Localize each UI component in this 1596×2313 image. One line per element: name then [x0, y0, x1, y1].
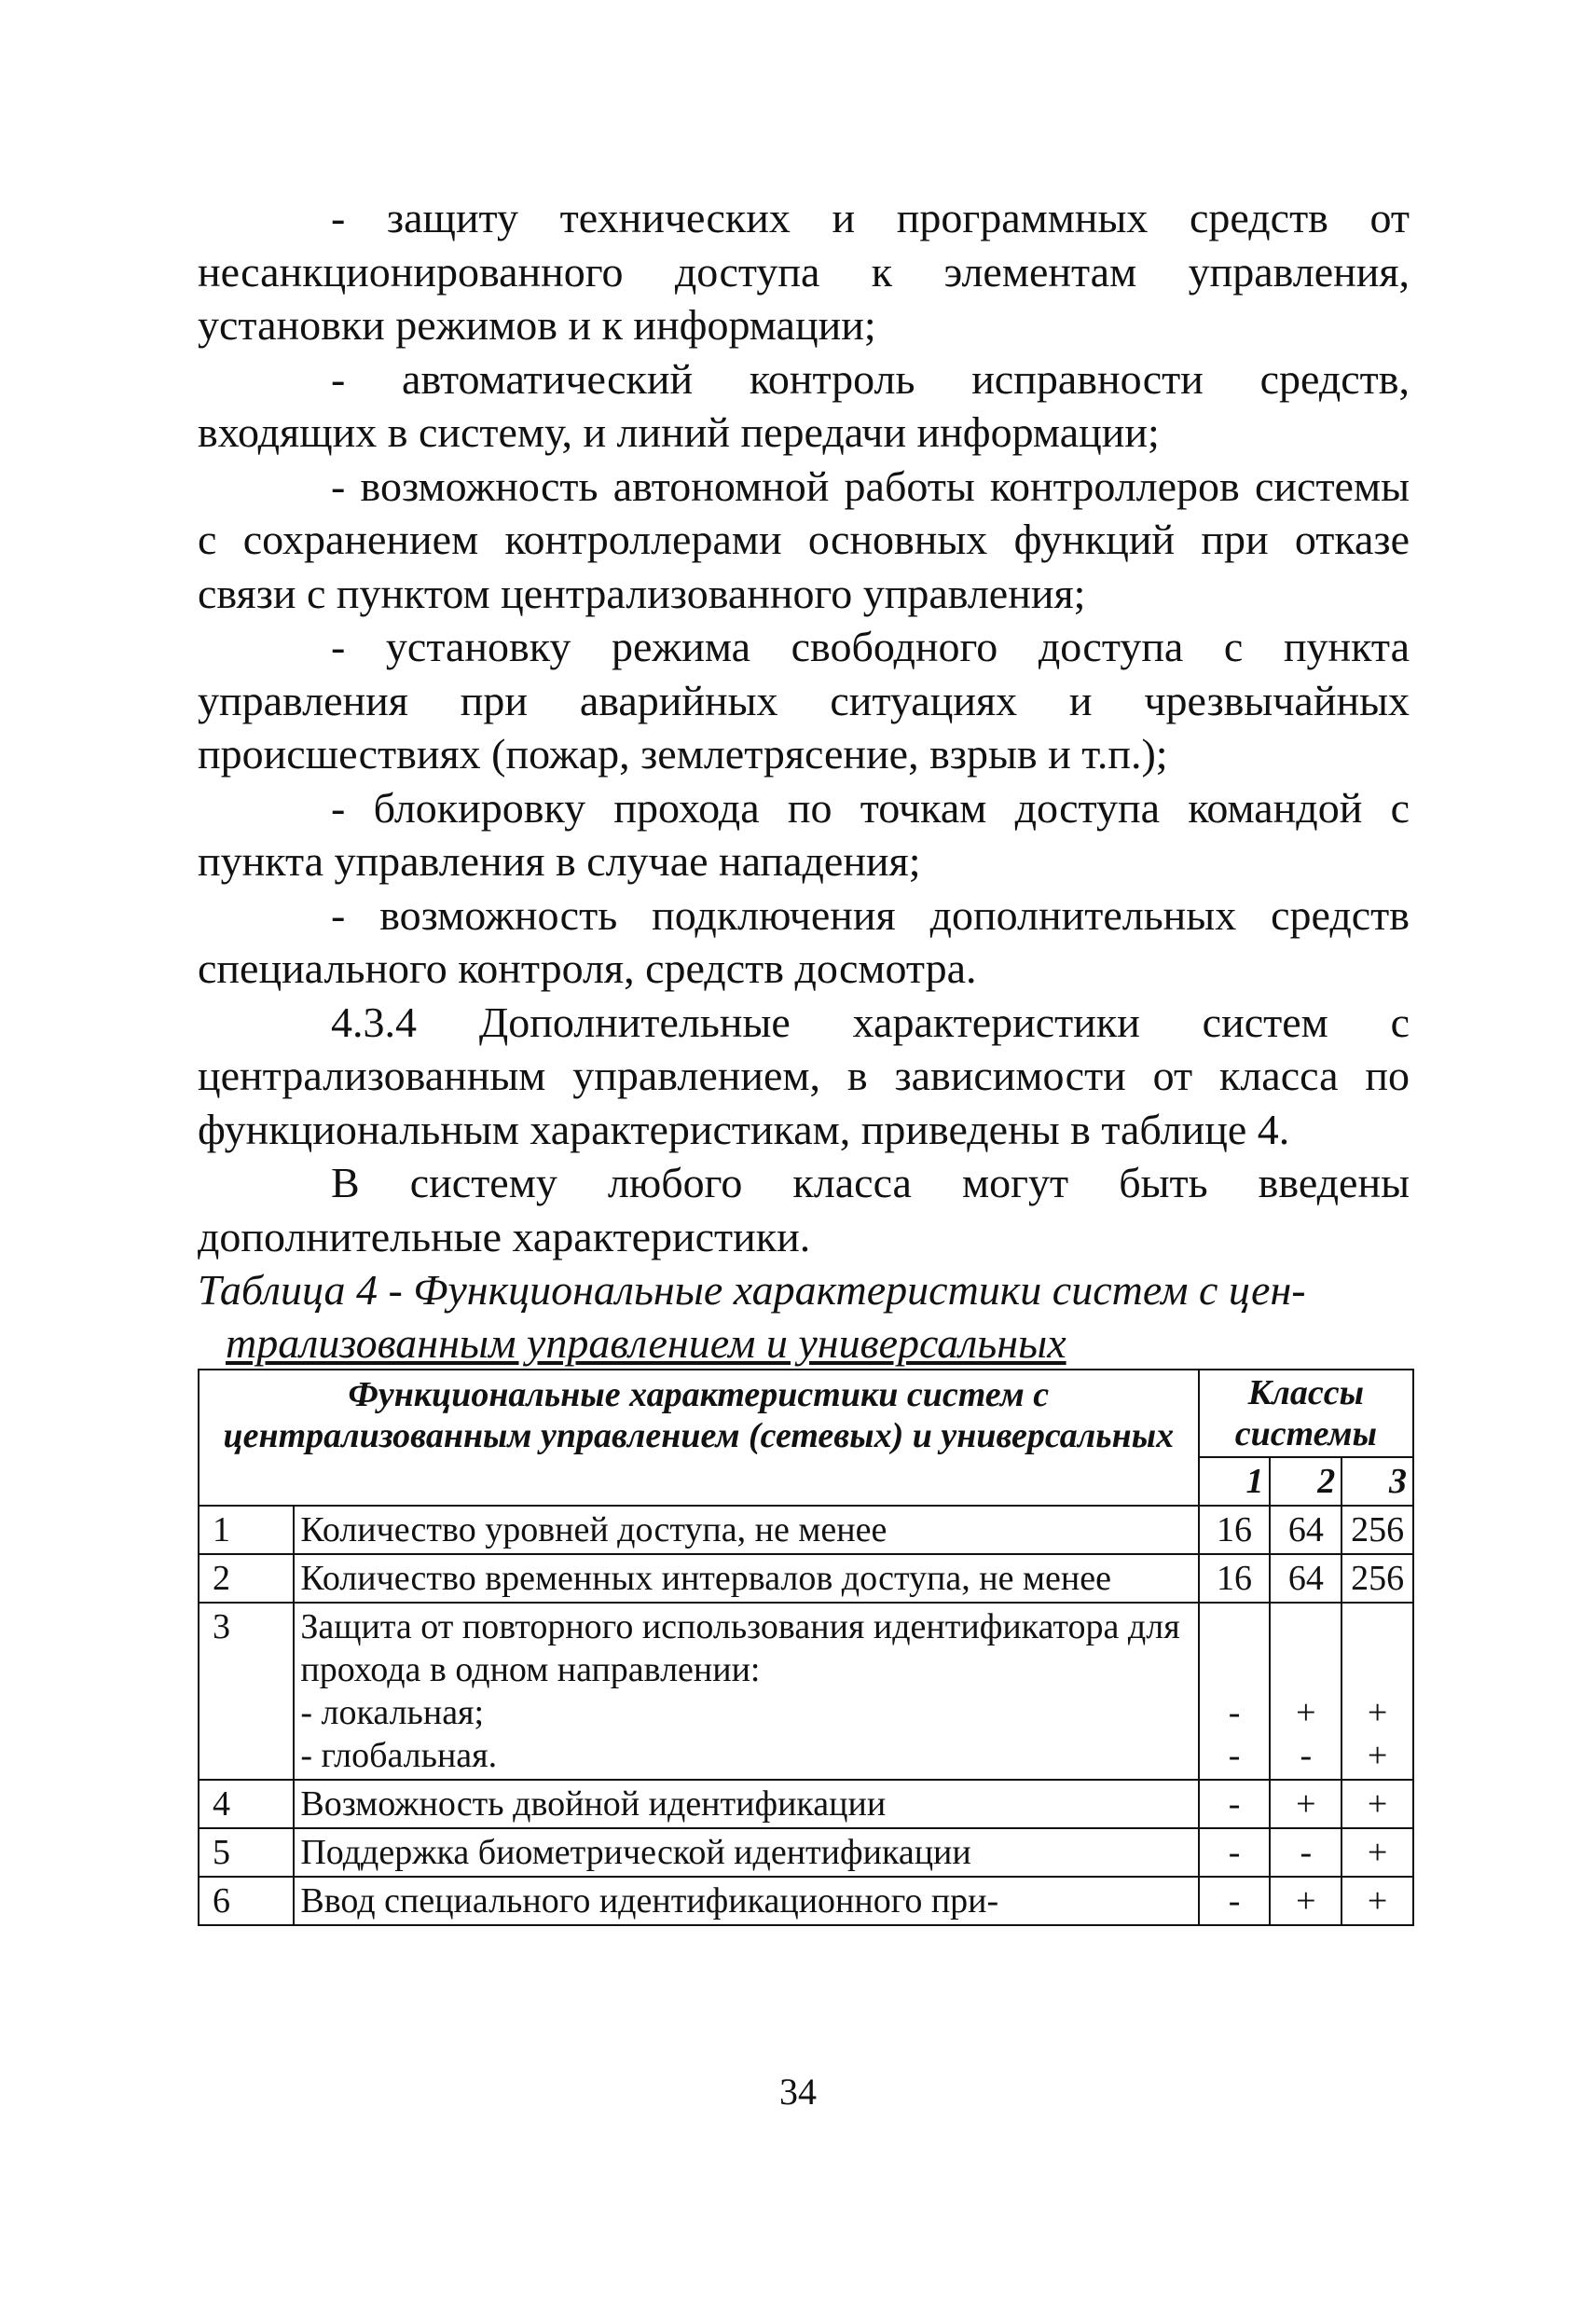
row-value-class-2: [1270, 1603, 1341, 1780]
paragraph: - возможность подключения дополнительных средств специального контроля, средств досмотра.: [198, 890, 1410, 992]
table-row: [199, 1554, 1413, 1603]
caption-line-2: трализованным управлением и универсальных: [226, 1319, 1066, 1367]
header-characteristics: Функциональные характеристики систем с централизованным управлением (сетевых) и универсальных: [199, 1370, 1199, 1506]
value-global: -: [1300, 1736, 1313, 1775]
row-value-class-3: 256: [1341, 1506, 1413, 1554]
row-description: Количество уровней доступа, не менее: [294, 1506, 1198, 1554]
table-row: [199, 1828, 1413, 1877]
paragraph: - возможность автономной работы контроллеров системы с сохранением контроллерами основных функций при отказе связи с пунктом централизованного управления;: [198, 461, 1410, 617]
row-description: Поддержка биометрической идентификации: [294, 1828, 1198, 1877]
row-number: 4: [199, 1780, 294, 1828]
table-caption: [198, 1263, 1410, 1370]
table-row: [199, 1877, 1413, 1925]
row-value-class-2: 64: [1270, 1506, 1341, 1554]
row-value-class-3: 256: [1341, 1554, 1413, 1603]
row-value-class-2: +: [1270, 1877, 1341, 1925]
row-description: Возможность двойной идентификации: [294, 1780, 1198, 1828]
row-description: [294, 1603, 1198, 1780]
row-value-class-3: +: [1341, 1780, 1413, 1828]
table-row: [199, 1506, 1413, 1554]
row-value-class-2: +: [1270, 1780, 1341, 1828]
row-description: Количество временных интервалов доступа, не менее: [294, 1554, 1198, 1603]
value-local: +: [1367, 1693, 1388, 1732]
paragraph: В систему любого класса могут быть введены дополнительные характеристики.: [198, 1159, 1410, 1260]
class-number-3: 3: [1341, 1457, 1413, 1506]
row-value-class-1: 16: [1199, 1554, 1271, 1603]
caption-line-1: Таблица 4 - Функциональные характеристики систем с цен-: [198, 1266, 1306, 1314]
row-number: 2: [199, 1554, 294, 1603]
row-number: 6: [199, 1877, 294, 1925]
row-value-class-1: -: [1199, 1877, 1271, 1925]
header-classes: Классы системы: [1199, 1370, 1413, 1457]
paragraph: - автоматический контроль исправности средств, входящих в систему, и линий передачи информации;: [198, 354, 1410, 456]
row-value-class-3: +: [1341, 1828, 1413, 1877]
row-number: 1: [199, 1506, 294, 1554]
row-sub-global: - глобальная.: [300, 1736, 498, 1775]
row-value-class-1: [1199, 1603, 1271, 1780]
row-description: Ввод специального идентификационного при-: [294, 1877, 1198, 1925]
page-number: 34: [779, 2071, 817, 2113]
row-description-main: Защита от повторного использования идентификатора для прохода в одном направлении:: [300, 1607, 1180, 1689]
table-row: [199, 1603, 1413, 1780]
table-row: [199, 1780, 1413, 1828]
document-page: [198, 191, 1410, 1370]
row-value-class-2: 64: [1270, 1554, 1341, 1603]
row-value-class-1: -: [1199, 1828, 1271, 1877]
row-sub-local: - локальная;: [300, 1693, 485, 1732]
row-value-class-3: [1341, 1603, 1413, 1780]
paragraph-section-4-3-4: 4.3.4 Дополнительные характеристики систем с централизованным управлением, в зависимости от класса по функциональным характеристикам, приведены в таблице 4.: [198, 998, 1410, 1153]
value-local: -: [1228, 1693, 1241, 1732]
row-number: 3: [199, 1603, 294, 1780]
value-global: +: [1367, 1736, 1388, 1775]
row-value-class-3: +: [1341, 1877, 1413, 1925]
row-value-class-1: 16: [1199, 1506, 1271, 1554]
paragraph: - блокировку прохода по точкам доступа командой с пункта управления в случае нападения;: [198, 783, 1410, 885]
paragraph: - установку режима свободного доступа с пункта управления при аварийных ситуациях и чрезвычайных происшествиях (пожар, землетрясение, взрыв и т.п.);: [198, 623, 1410, 778]
class-number-1: 1: [1199, 1457, 1271, 1506]
paragraph: - защиту технических и программных средств от несанкционированного доступа к элементам управления, установки режимов и к информации;: [198, 194, 1410, 349]
row-number: 5: [199, 1828, 294, 1877]
value-global: -: [1228, 1736, 1241, 1775]
row-value-class-2: -: [1270, 1828, 1341, 1877]
class-number-2: 2: [1270, 1457, 1341, 1506]
functional-characteristics-table: [198, 1369, 1414, 1926]
value-local: +: [1296, 1693, 1316, 1732]
row-value-class-1: -: [1199, 1780, 1271, 1828]
